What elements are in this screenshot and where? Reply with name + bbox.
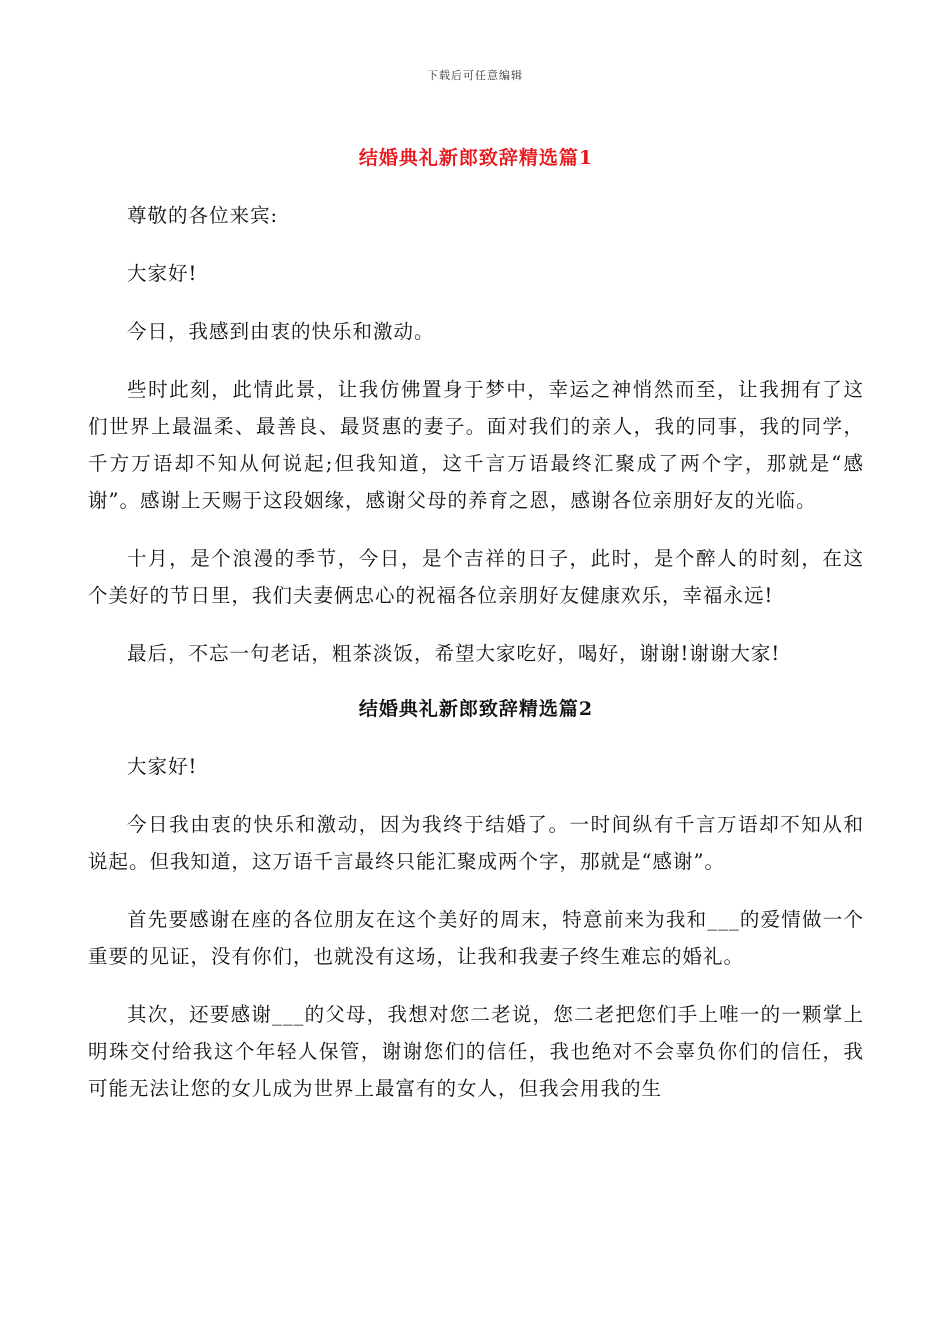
section-1-paragraph: 十月，是个浪漫的季节，今日，是个吉祥的日子，此时，是个醉人的时刻，在这个美好的节日里，我们夫妻俩忠心的祝福各位亲朋好友健康欢乐，幸福永远! [88,547,864,607]
section-2-paragraph: 今日我由衷的快乐和激动，因为我终于结婚了。一时间纵有千言万语却不知从和说起。但我知道，这万语千言最终只能汇聚成两个字，那就是“感谢”。 [88,813,864,873]
section-1-paragraph: 尊敬的各位来宾: [127,204,279,227]
document-body [88,143,864,1107]
section-1-title: 结婚典礼新郎致辞精选篇1 [358,147,594,169]
section-1-paragraph: 些时此刻，此情此景，让我仿佛置身于梦中，幸运之神悄然而至，让我拥有了这们世界上最温柔、最善良、最贤惠的妻子。面对我们的亲人，我的同事，我的同学，千方万语却不知从何说起;但我知道，这千言万语最终汇聚成了两个字，那就是“感谢”。感谢上天赐于这段姻缘，感谢父母的养育之恩，感谢各位亲朋好友的光临。 [88,378,864,512]
section-1-paragraph: 大家好! [127,262,198,285]
section-2-paragraph: 其次，还要感谢___的父母，我想对您二老说，您二老把您们手上唯一的一颗掌上明珠交付给我这个年轻人保管，谢谢您们的信任，我也绝对不会辜负你们的信任，我可能无法让您的女儿成为世界上最富有的女人，但我会用我的生 [88,1003,864,1100]
section-2-paragraph: 首先要感谢在座的各位朋友在这个美好的周末，特意前来为我和___的爱情做一个重要的见证，没有你们，也就没有这场，让我和我妻子终生难忘的婚礼。 [88,908,864,968]
header-note: 下载后可任意编辑 [427,69,523,82]
section-2-title: 结婚典礼新郎致辞精选篇2 [358,698,594,720]
section-1-paragraph: 最后，不忘一句老话，粗茶淡饭，希望大家吃好，喝好，谢谢!谢谢大家! [127,642,781,665]
section-2-paragraph: 大家好! [127,755,198,778]
section-1-paragraph: 今日，我感到由衷的快乐和激动。 [127,320,435,343]
